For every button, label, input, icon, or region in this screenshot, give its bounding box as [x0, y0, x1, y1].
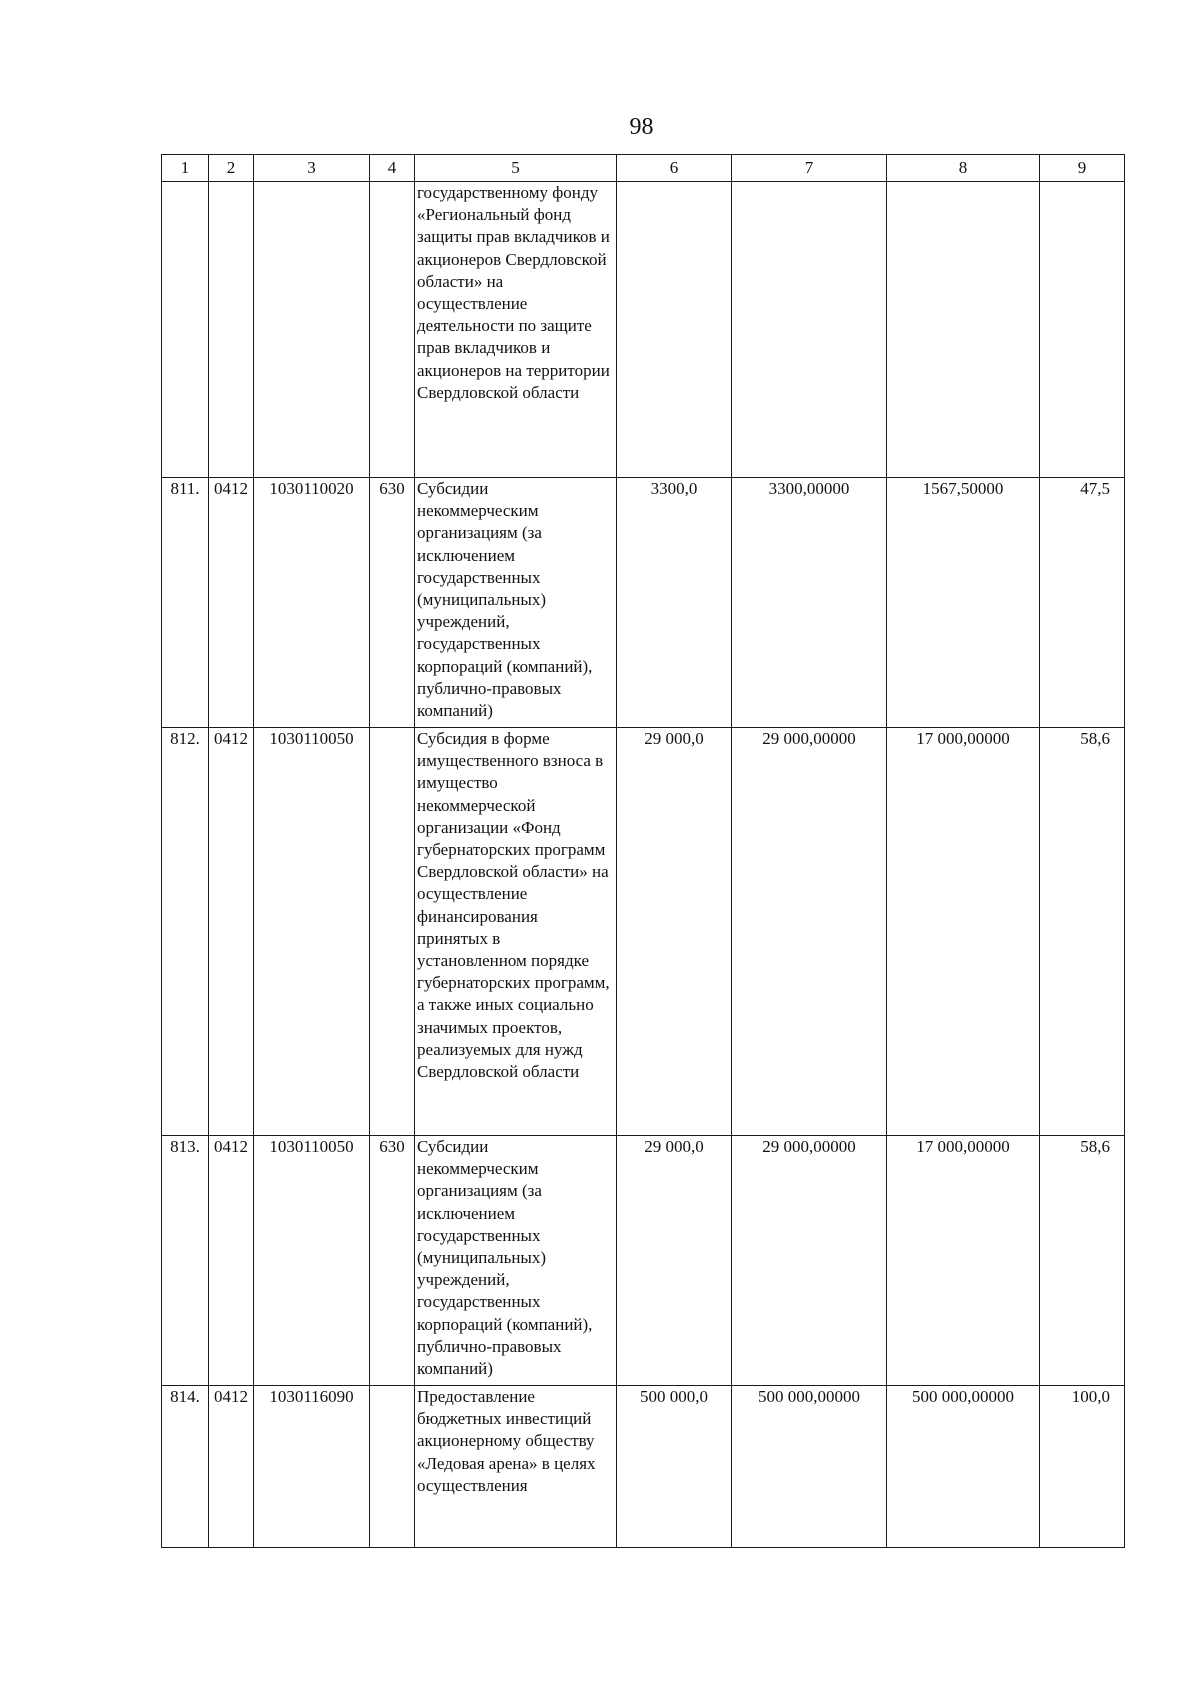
section-code: 0412: [209, 1136, 254, 1386]
amount-approved: 500 000,0: [617, 1386, 732, 1548]
target-article-code: [254, 182, 370, 478]
section-code: 0412: [209, 1386, 254, 1548]
amount-planned: [732, 182, 887, 478]
expense-type-code: [370, 728, 415, 1136]
description: Субсидии некоммерческим организациям (за исключением государственных (муниципальных) учреждений, государственных корпораций (компаний), публично-правовых компаний): [415, 478, 617, 728]
target-article-code: 1030110050: [254, 1136, 370, 1386]
amount-executed: 17 000,00000: [887, 728, 1040, 1136]
amount-approved: 3300,0: [617, 478, 732, 728]
description: государственному фонду «Региональный фонд защиты прав вкладчиков и акционеров Свердловской области» на осуществление деятельности по защите прав вкладчиков и акционеров на территории Свердловской области: [415, 182, 617, 478]
row-number: 813.: [162, 1136, 209, 1386]
execution-percent: 47,5: [1040, 478, 1125, 728]
table-row: [162, 728, 1125, 1136]
header-col-6: 6: [617, 155, 732, 182]
amount-executed: [887, 182, 1040, 478]
header-col-9: 9: [1040, 155, 1125, 182]
section-code: 0412: [209, 478, 254, 728]
execution-percent: 58,6: [1040, 1136, 1125, 1386]
page-number: 98: [629, 114, 654, 140]
header-row: [162, 155, 1125, 182]
description: Субсидии некоммерческим организациям (за исключением государственных (муниципальных) учреждений, государственных корпораций (компаний), публично-правовых компаний): [415, 1136, 617, 1386]
description: Предоставление бюджетных инвестиций акционерному обществу «Ледовая арена» в целях осуществления: [415, 1386, 617, 1548]
section-code: 0412: [209, 728, 254, 1136]
table-row: [162, 182, 1125, 478]
expense-type-code: 630: [370, 1136, 415, 1386]
header-col-4: 4: [370, 155, 415, 182]
execution-percent: 100,0: [1040, 1386, 1125, 1548]
table-row: [162, 478, 1125, 728]
execution-percent: 58,6: [1040, 728, 1125, 1136]
row-number: 814.: [162, 1386, 209, 1548]
amount-executed: 1567,50000: [887, 478, 1040, 728]
amount-planned: 500 000,00000: [732, 1386, 887, 1548]
header-col-7: 7: [732, 155, 887, 182]
budget-table: [161, 154, 1125, 1548]
row-number: 812.: [162, 728, 209, 1136]
header-col-8: 8: [887, 155, 1040, 182]
header-col-3: 3: [254, 155, 370, 182]
target-article-code: 1030110050: [254, 728, 370, 1136]
row-number: 811.: [162, 478, 209, 728]
amount-planned: 29 000,00000: [732, 728, 887, 1136]
table-row: [162, 1386, 1125, 1548]
amount-planned: 3300,00000: [732, 478, 887, 728]
header-col-5: 5: [415, 155, 617, 182]
header-col-1: 1: [162, 155, 209, 182]
description: Субсидия в форме имущественного взноса в имущество некоммерческой организации «Фонд губернаторских программ Свердловской области» на осуществление финансирования принятых в установленном порядке губернаторских программ, а также иных социально значимых проектов, реализуемых для нужд Свердловской области: [415, 728, 617, 1136]
execution-percent: [1040, 182, 1125, 478]
amount-planned: 29 000,00000: [732, 1136, 887, 1386]
expense-type-code: 630: [370, 478, 415, 728]
target-article-code: 1030110020: [254, 478, 370, 728]
amount-approved: 29 000,0: [617, 728, 732, 1136]
amount-executed: 500 000,00000: [887, 1386, 1040, 1548]
amount-approved: [617, 182, 732, 478]
amount-executed: 17 000,00000: [887, 1136, 1040, 1386]
table-row: [162, 1136, 1125, 1386]
header-col-2: 2: [209, 155, 254, 182]
expense-type-code: [370, 182, 415, 478]
expense-type-code: [370, 1386, 415, 1548]
target-article-code: 1030116090: [254, 1386, 370, 1548]
amount-approved: 29 000,0: [617, 1136, 732, 1386]
row-number: [162, 182, 209, 478]
section-code: [209, 182, 254, 478]
